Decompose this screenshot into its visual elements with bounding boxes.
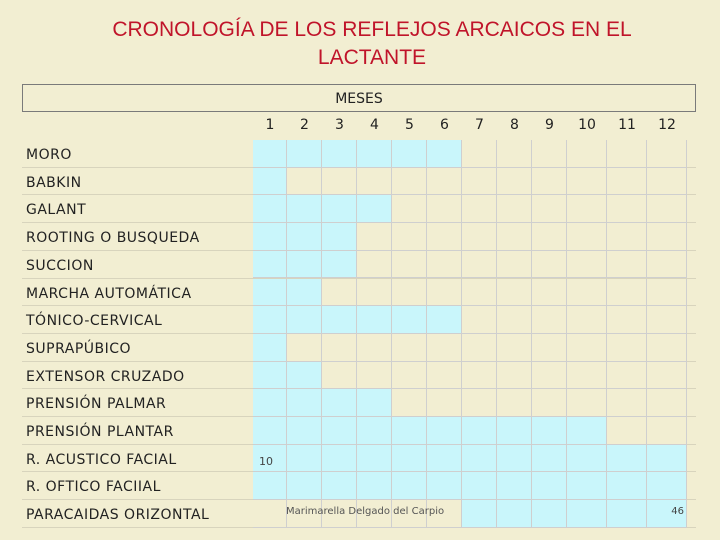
table-cell xyxy=(647,445,687,473)
slide-title xyxy=(0,16,720,72)
month-header-4: 4 xyxy=(370,117,379,133)
table-cell xyxy=(462,445,497,473)
table-cell xyxy=(607,417,647,445)
table-cell xyxy=(647,389,687,417)
reflex-label: R. OFTICO FACIIAL xyxy=(26,479,161,496)
table-cell xyxy=(392,334,427,362)
table-cell xyxy=(497,362,532,390)
table-cell xyxy=(532,140,567,168)
table-cell xyxy=(462,195,497,223)
table-cell xyxy=(647,334,687,362)
table-cell xyxy=(607,279,647,307)
table-cell xyxy=(392,195,427,223)
table-cell xyxy=(357,334,392,362)
table-cell xyxy=(567,334,607,362)
table-cell xyxy=(647,362,687,390)
table-cell xyxy=(427,168,462,196)
table-cell xyxy=(253,362,287,390)
slide-number: 46 xyxy=(671,506,684,517)
table-cell xyxy=(322,417,357,445)
table-cell xyxy=(497,195,532,223)
table-cell xyxy=(322,251,357,279)
table-cell xyxy=(607,334,647,362)
table-cell xyxy=(497,445,532,473)
table-cell xyxy=(392,362,427,390)
table-cell xyxy=(462,140,497,168)
month-header-3: 3 xyxy=(335,117,344,133)
cell-note: 10 xyxy=(259,454,273,468)
table-cell xyxy=(647,140,687,168)
month-header-2: 2 xyxy=(300,117,309,133)
reflex-label: SUPRAPÚBICO xyxy=(26,340,132,357)
table-cell xyxy=(427,445,462,473)
table-cell xyxy=(462,389,497,417)
table-cell xyxy=(357,445,392,473)
table-cell xyxy=(462,306,497,334)
table-cell xyxy=(253,389,287,417)
table-cell xyxy=(357,223,392,251)
footer-author: Marimarella Delgado del Carpio xyxy=(286,506,445,517)
reflex-label: BABKIN xyxy=(26,174,82,191)
table-cell xyxy=(497,251,532,279)
table-cell xyxy=(287,389,322,417)
table-cell xyxy=(392,279,427,307)
table-cell xyxy=(567,472,607,500)
table-cell xyxy=(532,306,567,334)
table-cell xyxy=(253,195,287,223)
table-cell xyxy=(287,251,322,279)
table-cell xyxy=(253,140,287,168)
table-cell xyxy=(497,417,532,445)
table-cell xyxy=(357,417,392,445)
table-cell xyxy=(497,334,532,362)
table-cell xyxy=(567,279,607,307)
table-cell xyxy=(287,472,322,500)
table-cell xyxy=(607,500,647,528)
table-cell xyxy=(532,389,567,417)
table-cell xyxy=(287,334,322,362)
table-cell xyxy=(532,251,567,279)
table-cell xyxy=(357,251,392,279)
table-cell xyxy=(462,279,497,307)
month-header-8: 8 xyxy=(510,117,519,133)
table-cell xyxy=(357,195,392,223)
table-cell xyxy=(253,251,287,279)
table-cell xyxy=(462,251,497,279)
table-cell xyxy=(532,334,567,362)
table-cell xyxy=(497,306,532,334)
table-cell xyxy=(392,251,427,279)
table-cell xyxy=(322,472,357,500)
table-cell xyxy=(322,140,357,168)
month-header-7: 7 xyxy=(475,117,484,133)
table-cell xyxy=(392,168,427,196)
table-cell xyxy=(253,500,287,528)
table-cell xyxy=(607,445,647,473)
month-header-11: 11 xyxy=(618,117,636,133)
reflex-label: SUCCION xyxy=(26,257,94,274)
table-cell xyxy=(567,168,607,196)
table-cell xyxy=(497,168,532,196)
table-cell xyxy=(392,445,427,473)
table-cell xyxy=(462,472,497,500)
table-cell xyxy=(567,417,607,445)
table-cell xyxy=(567,500,607,528)
table-cell xyxy=(607,251,647,279)
reflex-label: MORO xyxy=(26,147,72,163)
table-cell xyxy=(532,223,567,251)
table-cell xyxy=(287,140,322,168)
table-cell xyxy=(462,334,497,362)
month-header-6: 6 xyxy=(440,117,449,133)
table-cell xyxy=(287,306,322,334)
table-cell xyxy=(253,223,287,251)
table-cell xyxy=(607,389,647,417)
table-cell xyxy=(607,195,647,223)
table-cell xyxy=(253,334,287,362)
table-cell xyxy=(647,251,687,279)
table-cell xyxy=(427,251,462,279)
reflex-label: GALANT xyxy=(26,202,87,219)
table-cell xyxy=(497,500,532,528)
table-cell xyxy=(322,334,357,362)
table-cell xyxy=(462,362,497,390)
table-cell xyxy=(287,445,322,473)
title-line-2: LACTANTE xyxy=(317,46,427,69)
table-cell xyxy=(567,362,607,390)
table-cell xyxy=(287,362,322,390)
reflex-chronology-table xyxy=(22,84,696,524)
reflex-label: PARACAIDAS ORIZONTAL xyxy=(26,507,210,524)
table-cell xyxy=(322,279,357,307)
reflex-label: PRENSIÓN PALMAR xyxy=(26,396,167,413)
table-cell xyxy=(427,334,462,362)
table-cell xyxy=(322,389,357,417)
table-cell xyxy=(322,306,357,334)
table-cell xyxy=(532,168,567,196)
table-cell xyxy=(253,279,287,307)
table-cell xyxy=(497,223,532,251)
table-cell xyxy=(647,279,687,307)
table-cell xyxy=(462,223,497,251)
month-header-12: 12 xyxy=(658,117,676,133)
month-header-1: 1 xyxy=(265,117,275,133)
table-cell xyxy=(392,472,427,500)
table-cell xyxy=(357,168,392,196)
table-cell xyxy=(462,168,497,196)
table-cell xyxy=(427,223,462,251)
table-cell xyxy=(567,445,607,473)
table-cell xyxy=(647,306,687,334)
table-cell xyxy=(567,140,607,168)
table-cell xyxy=(427,279,462,307)
table-cell xyxy=(427,140,462,168)
table-cell xyxy=(253,417,287,445)
table-cell xyxy=(287,279,322,307)
table-cell xyxy=(532,279,567,307)
table-cell xyxy=(497,279,532,307)
table-cell xyxy=(322,195,357,223)
table-cell xyxy=(567,195,607,223)
table-cell xyxy=(647,223,687,251)
table-cell xyxy=(427,362,462,390)
reflex-label: ROOTING O BUSQUEDA xyxy=(26,230,200,247)
table-cell xyxy=(567,251,607,279)
table-cell xyxy=(357,362,392,390)
table-cell xyxy=(392,389,427,417)
table-cell xyxy=(532,445,567,473)
reflex-label: TÓNICO-CERVICAL xyxy=(26,313,163,330)
table-cell xyxy=(357,140,392,168)
reflex-label: MARCHA AUTOMÁTICA xyxy=(26,285,192,302)
table-cell xyxy=(567,223,607,251)
reflex-label: PRENSIÓN PLANTAR xyxy=(26,424,174,440)
table-cell xyxy=(567,306,607,334)
title-line-1: CRONOLOGÍA DE LOS REFLEJOS ARCAICOS EN EL xyxy=(112,18,632,41)
table-cell xyxy=(532,195,567,223)
table-cell xyxy=(647,417,687,445)
table-cell xyxy=(427,195,462,223)
table-cell xyxy=(322,168,357,196)
table-cell xyxy=(607,168,647,196)
table-cell xyxy=(532,417,567,445)
table-cell xyxy=(462,417,497,445)
table-cell xyxy=(287,223,322,251)
table-cell xyxy=(392,306,427,334)
reflex-label: EXTENSOR CRUZADO xyxy=(26,368,185,385)
table-cell xyxy=(253,472,287,500)
table-cell xyxy=(357,472,392,500)
table-cell xyxy=(253,168,287,196)
table-cell xyxy=(647,472,687,500)
table-cell xyxy=(607,362,647,390)
table-cell xyxy=(392,223,427,251)
table-cell xyxy=(322,223,357,251)
table-cell xyxy=(392,417,427,445)
table-cell xyxy=(287,168,322,196)
table-cell xyxy=(287,195,322,223)
table-cell xyxy=(607,306,647,334)
table-cell xyxy=(532,472,567,500)
table-cell xyxy=(647,168,687,196)
months-header: MESES xyxy=(335,91,383,107)
table-cell xyxy=(497,140,532,168)
table-cell xyxy=(607,223,647,251)
table-cell xyxy=(427,389,462,417)
reflex-label: R. ACUSTICO FACIAL xyxy=(26,451,177,468)
table-cell xyxy=(322,362,357,390)
table-cell xyxy=(567,389,607,417)
table-cell xyxy=(253,306,287,334)
table-cell xyxy=(607,472,647,500)
table-cell xyxy=(532,500,567,528)
table-cell xyxy=(607,140,647,168)
table-cell xyxy=(427,417,462,445)
table-cell xyxy=(357,279,392,307)
table-cell xyxy=(392,140,427,168)
table-cell xyxy=(647,195,687,223)
table-cell xyxy=(532,362,567,390)
month-header-9: 9 xyxy=(545,117,554,133)
table-cell xyxy=(357,389,392,417)
month-header-10: 10 xyxy=(578,117,596,133)
table-cell xyxy=(357,306,392,334)
table-cell xyxy=(497,472,532,500)
table-cell xyxy=(287,417,322,445)
table-cell xyxy=(427,306,462,334)
table-cell xyxy=(427,472,462,500)
table-cell xyxy=(497,389,532,417)
month-header-5: 5 xyxy=(405,117,414,133)
table-cell xyxy=(322,445,357,473)
